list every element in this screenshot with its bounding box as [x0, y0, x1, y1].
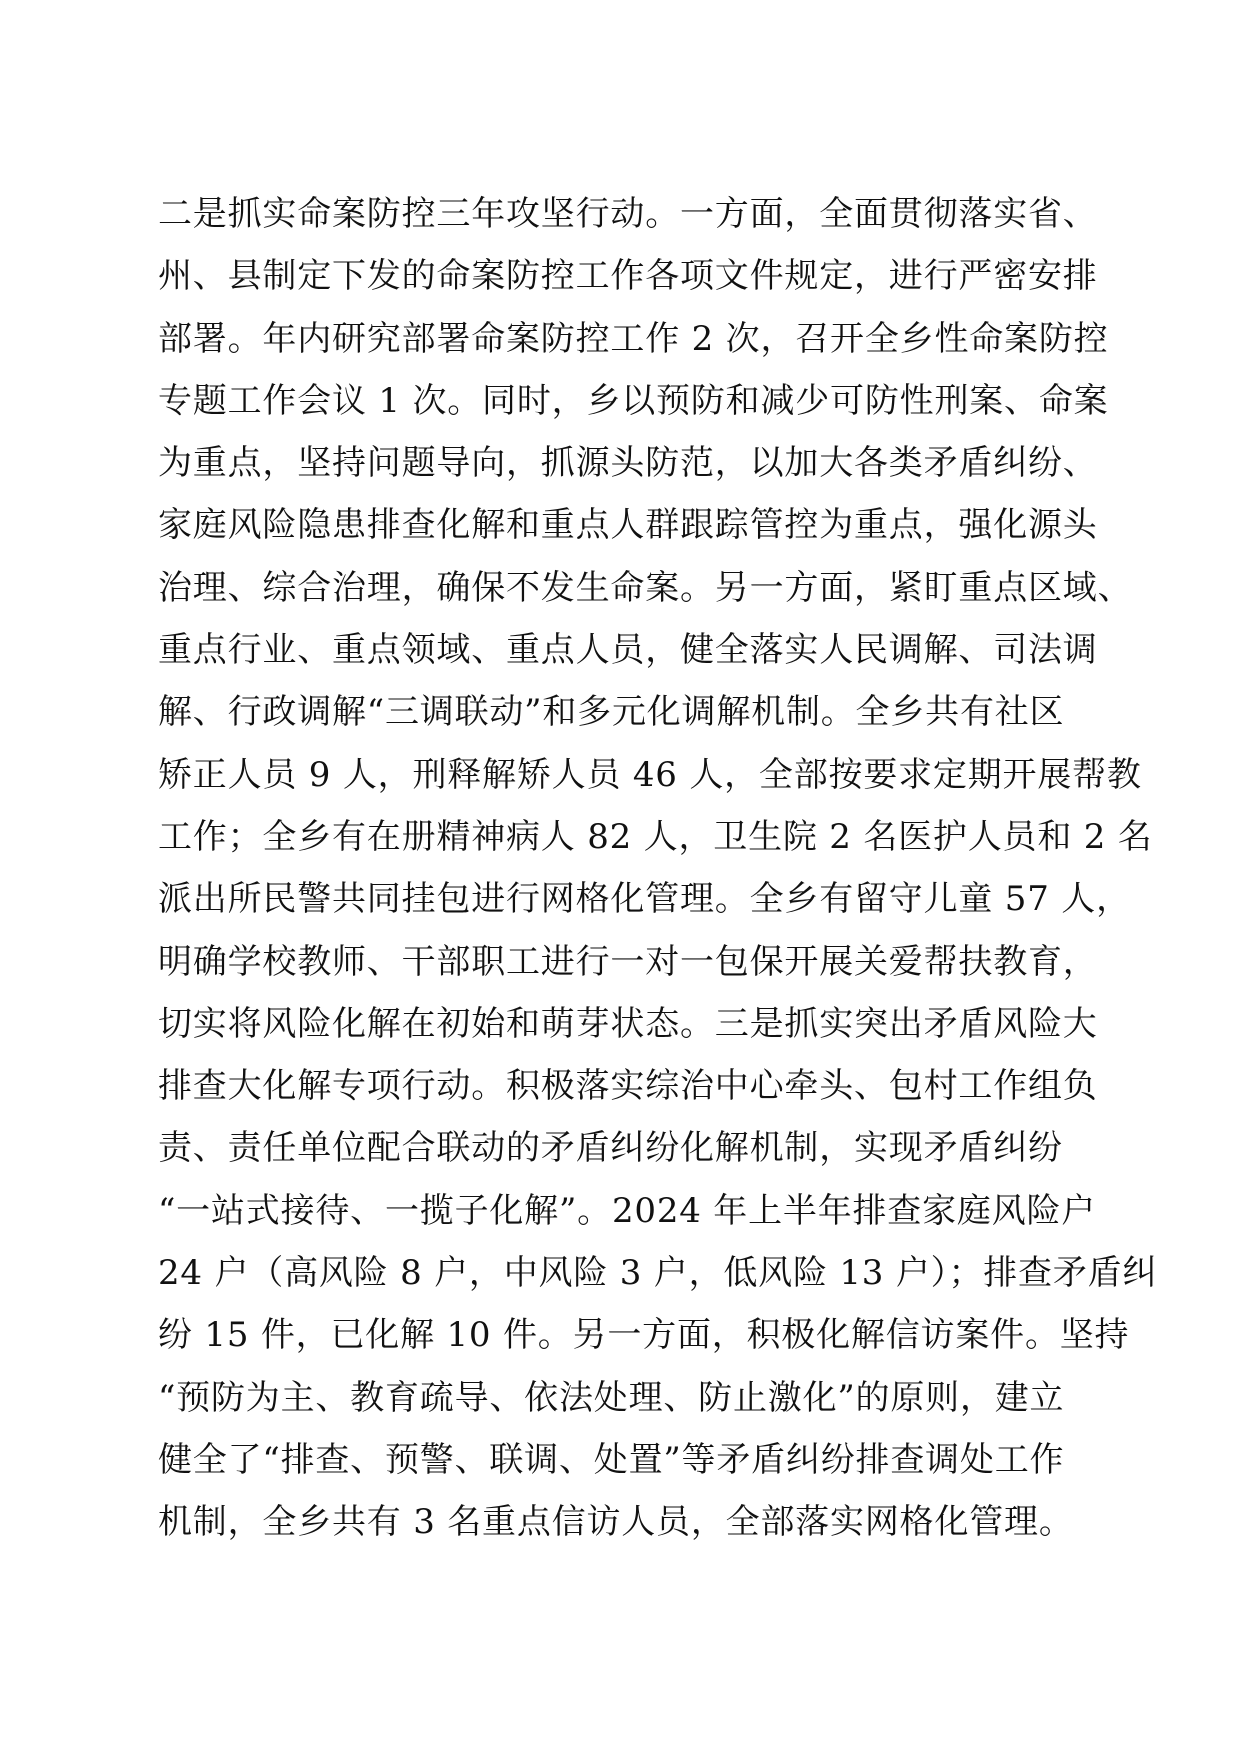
text-line: 工作；全乡有在册精神病人 82 人，卫生院 2 名医护人员和 2 名 — [158, 816, 1153, 857]
text-line: 纷 15 件，已化解 10 件。另一方面，积极化解信访案件。坚持 — [158, 1315, 1130, 1356]
text-line: 派出所民警共同挂包进行网格化管理。全乡有留守儿童 57 人， — [158, 879, 1131, 920]
text-line: 二是抓实命案防控三年攻坚行动。一方面，全面贯彻落实省、 — [158, 194, 1098, 234]
text-line: “一站式接待、一揽子化解”。2024 年上半年排查家庭风险户 — [158, 1190, 1097, 1231]
text-line: 为重点，坚持问题导向，抓源头防范，以加大各类矛盾纠纷、 — [158, 443, 1098, 484]
text-line: 机制，全乡共有 3 名重点信访人员，全部落实网格化管理。 — [158, 1502, 1074, 1543]
body-paragraph — [158, 183, 1158, 1554]
text-line: 矫正人员 9 人，刑释解矫人员 46 人，全部按要求定期开展帮教 — [158, 754, 1142, 795]
text-line: 明确学校教师、干部职工进行一对一包保开展关爱帮扶教育， — [158, 941, 1098, 982]
text-line: 部署。年内研究部署命案防控工作 2 次，召开全乡性命案防控 — [158, 318, 1109, 359]
text-line: 专题工作会议 1 次。同时，乡以预防和减少可防性刑案、命案 — [158, 380, 1109, 421]
text-line: 家庭风险隐患排查化解和重点人群跟踪管控为重点，强化源头 — [158, 505, 1098, 546]
text-line: 健全了“排查、预警、联调、处置”等矛盾纠纷排查调处工作 — [158, 1439, 1065, 1480]
text-line: 重点行业、重点领域、重点人员，健全落实人民调解、司法调 — [158, 630, 1098, 671]
text-line: 切实将风险化解在初始和萌芽状态。三是抓实突出矛盾风险大 — [158, 1003, 1098, 1044]
text-line: 州、县制定下发的命案防控工作各项文件规定，进行严密安排 — [158, 256, 1098, 297]
text-line: 治理、综合治理，确保不发生命案。另一方面，紧盯重点区域、 — [158, 567, 1133, 608]
text-line: 责、责任单位配合联动的矛盾纠纷化解机制，实现矛盾纠纷 — [158, 1128, 1063, 1169]
text-line: 24 户（高风险 8 户，中风险 3 户，低风险 13 户）；排查矛盾纠 — [158, 1253, 1158, 1294]
text-line: 排查大化解专项行动。积极落实综治中心牵头、包村工作组负 — [158, 1066, 1098, 1107]
text-line: 解、行政调解“三调联动”和多元化调解机制。全乡共有社区 — [158, 692, 1065, 733]
text-line: “预防为主、教育疏导、依法处理、防止激化”的原则，建立 — [158, 1377, 1065, 1418]
